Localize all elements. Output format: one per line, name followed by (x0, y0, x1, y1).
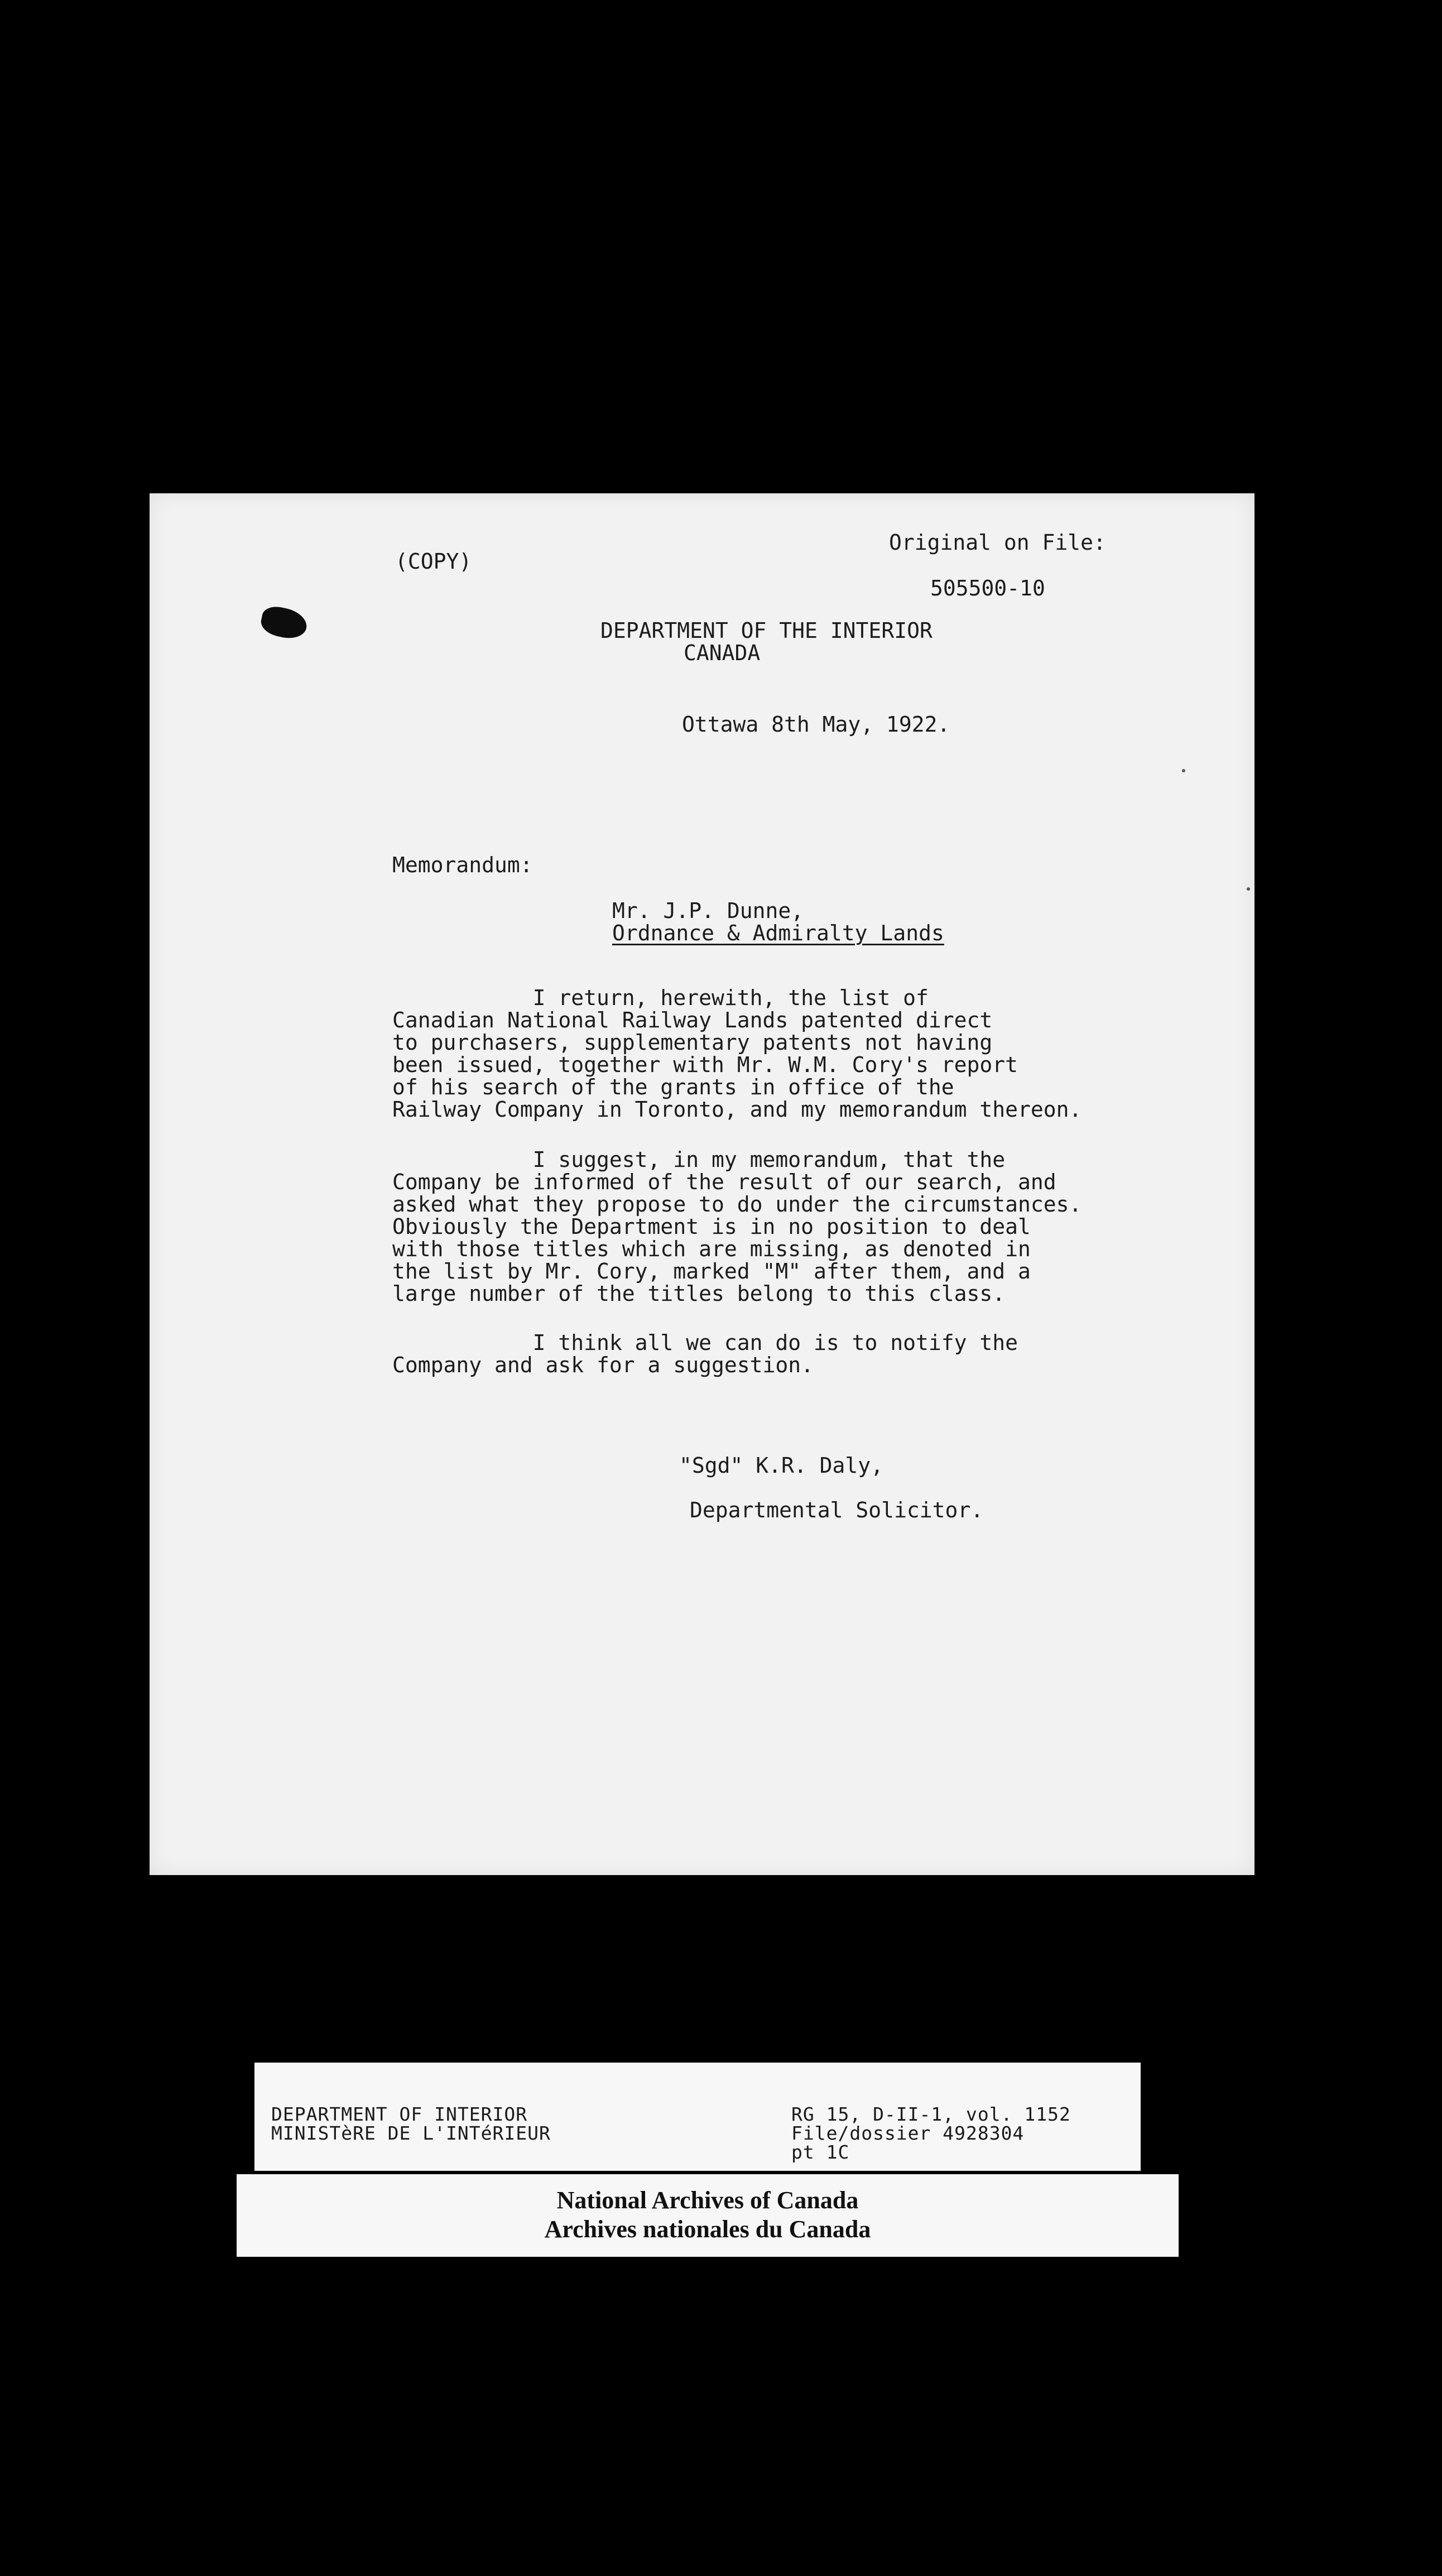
paragraph-line: the list by Mr. Cory, marked "M" after them, and a (392, 1259, 1031, 1284)
paragraph-line: large number of the titles belong to this class. (392, 1281, 1006, 1306)
copy-mark: (COPY) (395, 549, 472, 574)
paragraph-line: Company and ask for a suggestion. (392, 1353, 814, 1377)
label-dept-fr: MINISTèRE DE L'INTéRIEUR (271, 2122, 551, 2144)
paragraph-line: I think all we can do is to notify the (392, 1330, 1018, 1355)
department-heading: DEPARTMENT OF THE INTERIOR (600, 618, 933, 643)
label-file: File/dossier 4928304 (791, 2122, 1025, 2144)
national-archives-banner (237, 2174, 1179, 2257)
signature-title: Departmental Solicitor. (690, 1498, 984, 1522)
paragraph-line: Company be informed of the result of our search, and (392, 1170, 1056, 1194)
paper-speck (1247, 887, 1250, 891)
paragraph-line: Railway Company in Toronto, and my memorandum thereon. (392, 1097, 1082, 1122)
original-on-file-label: Original on File: (889, 530, 1106, 555)
paragraph-line: I return, herewith, the list of (392, 986, 929, 1010)
addressee-name: Mr. J.P. Dunne, (612, 898, 804, 923)
memo-label: Memorandum: (392, 853, 533, 877)
place-date: Ottawa 8th May, 1922. (682, 712, 950, 737)
banner-french: Archives nationales du Canada (544, 2215, 871, 2243)
paragraph-line: asked what they propose to do under the circumstances. (392, 1192, 1082, 1217)
paragraph-line: to purchasers, supplementary patents not having (392, 1030, 993, 1055)
paragraph-line: been issued, together with Mr. W.M. Cory's report (392, 1052, 1018, 1077)
banner-english: National Archives of Canada (556, 2186, 859, 2214)
label-part: pt 1C (791, 2141, 850, 2163)
country-heading: CANADA (684, 641, 761, 665)
paper-speck (1182, 769, 1185, 772)
memorandum-page (150, 493, 1254, 1875)
paragraph-line: with those titles which are missing, as denoted in (392, 1237, 1031, 1261)
paragraph-line: Canadian National Railway Lands patented direct (392, 1008, 993, 1032)
archive-reference-label (254, 2063, 1141, 2171)
signature: "Sgd" K.R. Daly, (679, 1453, 884, 1478)
label-reference: RG 15, D-II-1, vol. 1152 (791, 2103, 1071, 2125)
paragraph-line: Obviously the Department is in no position to deal (392, 1214, 1031, 1239)
paragraph-line: of his search of the grants in office of the (392, 1075, 954, 1099)
file-number: 505500-10 (930, 576, 1045, 600)
ink-blot (258, 604, 309, 642)
label-dept-en: DEPARTMENT OF INTERIOR (271, 2103, 528, 2125)
addressee-office: Ordnance & Admiralty Lands (612, 921, 944, 945)
paragraph-line: I suggest, in my memorandum, that the (392, 1147, 1006, 1172)
